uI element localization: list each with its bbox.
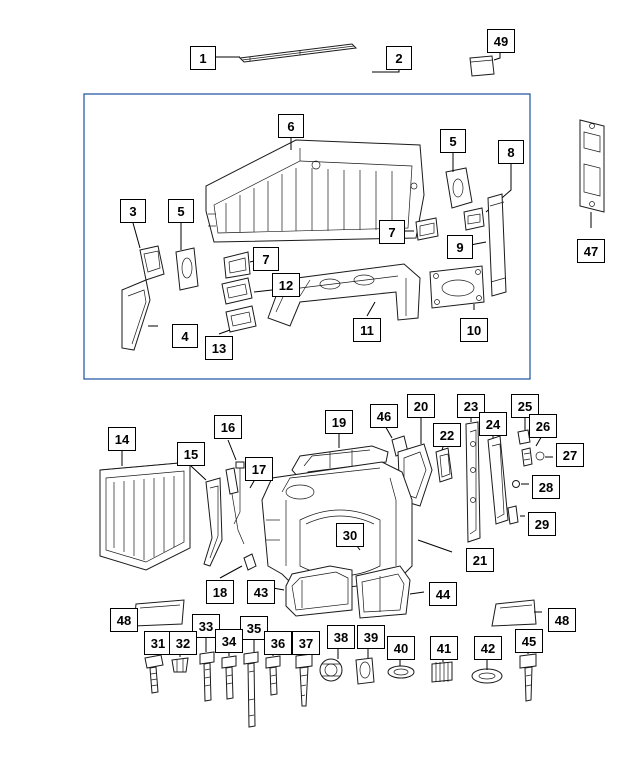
callout-48[interactable]: 48: [548, 608, 576, 632]
part-15-pillar: [204, 478, 222, 566]
callout-9[interactable]: 9: [447, 235, 473, 259]
part-34-bolt: [222, 656, 236, 699]
leader-13: [219, 330, 230, 334]
part-5-left-bracket: [176, 248, 198, 290]
part-9-panel: [488, 194, 506, 296]
leader-3: [133, 223, 140, 248]
callout-14[interactable]: 14: [108, 427, 136, 451]
callout-7[interactable]: 7: [379, 220, 405, 244]
part-26-grommet: [522, 448, 532, 466]
part-33-screw: [200, 652, 214, 701]
callout-12[interactable]: 12: [272, 273, 300, 297]
callout-16[interactable]: 16: [214, 415, 242, 439]
callout-5[interactable]: 5: [168, 199, 194, 223]
leader-21: [418, 540, 452, 552]
callout-28[interactable]: 28: [532, 475, 560, 499]
part-7-clip-right: [416, 218, 438, 240]
callout-24[interactable]: 24: [479, 412, 507, 436]
part-48-left-panel: [134, 600, 184, 626]
leader-44: [410, 592, 424, 594]
leader-15: [191, 466, 206, 480]
callout-43[interactable]: 43: [247, 580, 275, 604]
part-12-bracket: [222, 278, 252, 304]
part-1-bed-rail-molding: [240, 44, 356, 62]
part-42-washer: [472, 669, 502, 683]
part-49-cap: [470, 56, 494, 76]
callout-18[interactable]: 18: [206, 580, 234, 604]
callout-7[interactable]: 7: [253, 247, 279, 271]
callout-49[interactable]: 49: [487, 29, 515, 53]
callout-8[interactable]: 8: [498, 140, 524, 164]
callout-21[interactable]: 21: [466, 548, 494, 572]
callout-32[interactable]: 32: [169, 631, 197, 655]
part-31-bolt: [145, 655, 163, 693]
callout-27[interactable]: 27: [556, 443, 584, 467]
part-23-rail: [466, 422, 480, 542]
callout-38[interactable]: 38: [327, 625, 355, 649]
leader-18: [220, 566, 242, 578]
callout-42[interactable]: 42: [474, 636, 502, 660]
callout-39[interactable]: 39: [357, 625, 385, 649]
callout-4[interactable]: 4: [172, 324, 198, 348]
leader-16: [228, 440, 236, 460]
part-4-lower-rail: [122, 280, 150, 350]
part-18-clip: [244, 554, 256, 570]
callout-3[interactable]: 3: [120, 199, 146, 223]
callout-40[interactable]: 40: [387, 636, 415, 660]
callout-30[interactable]: 30: [336, 523, 364, 547]
part-36-bolt: [266, 656, 280, 695]
callout-23[interactable]: 23: [457, 394, 485, 418]
part-5-right-bracket: [446, 168, 472, 208]
callout-26[interactable]: 26: [529, 414, 557, 438]
callout-37[interactable]: 37: [292, 631, 320, 655]
part-45-bolt: [520, 654, 536, 701]
callout-11[interactable]: 11: [353, 318, 381, 342]
callout-15[interactable]: 15: [177, 442, 205, 466]
part-17-rod: [226, 468, 244, 544]
leader-49: [494, 53, 500, 60]
callout-2[interactable]: 2: [386, 46, 412, 70]
callout-48[interactable]: 48: [110, 608, 138, 632]
callout-41[interactable]: 41: [430, 636, 458, 660]
callout-34[interactable]: 34: [215, 629, 243, 653]
callout-29[interactable]: 29: [528, 512, 556, 536]
part-43-wheelhouse: [286, 566, 352, 616]
callout-20[interactable]: 20: [407, 394, 435, 418]
part-7-clip-left: [224, 252, 250, 278]
part-40-plug: [388, 666, 414, 678]
callout-17[interactable]: 17: [245, 457, 273, 481]
part-10-plate: [430, 266, 484, 308]
part-32-clip: [172, 658, 188, 672]
callout-44[interactable]: 44: [429, 582, 457, 606]
callout-1[interactable]: 1: [190, 46, 216, 70]
callout-13[interactable]: 13: [205, 336, 233, 360]
part-13-bracket: [226, 306, 256, 332]
part-29-clip: [508, 506, 518, 524]
part-37-screw: [296, 654, 312, 706]
callout-36[interactable]: 36: [264, 631, 292, 655]
part-14-front-panel: [100, 462, 190, 570]
callout-10[interactable]: 10: [460, 318, 488, 342]
part-22-bracket: [436, 448, 452, 482]
leader-12: [254, 290, 272, 292]
callout-19[interactable]: 19: [325, 410, 353, 434]
part-24-rail: [488, 436, 508, 524]
callout-33[interactable]: 33: [192, 614, 220, 638]
callout-25[interactable]: 25: [511, 394, 539, 418]
part-41-spring-nut: [432, 662, 452, 682]
callout-46[interactable]: 46: [370, 404, 398, 428]
part-27-nut: [536, 452, 544, 460]
part-39-grommet: [356, 658, 374, 684]
part-3-bracket: [140, 246, 164, 280]
callout-35[interactable]: 35: [240, 616, 268, 640]
callout-45[interactable]: 45: [515, 629, 543, 653]
part-28-bolt: [513, 481, 520, 488]
callout-47[interactable]: 47: [577, 239, 605, 263]
callout-31[interactable]: 31: [144, 631, 172, 655]
part-47-reinforcement: [580, 120, 604, 212]
part-44-wheelhouse-brace: [356, 566, 410, 618]
part-48-right-panel: [492, 600, 536, 626]
callout-22[interactable]: 22: [433, 423, 461, 447]
callout-5[interactable]: 5: [440, 129, 466, 153]
leader-11: [367, 302, 375, 316]
part-35-long-bolt: [244, 652, 258, 727]
part-38-retainer: [320, 659, 342, 681]
part-8-striker: [464, 208, 484, 230]
callout-6[interactable]: 6: [278, 114, 304, 138]
